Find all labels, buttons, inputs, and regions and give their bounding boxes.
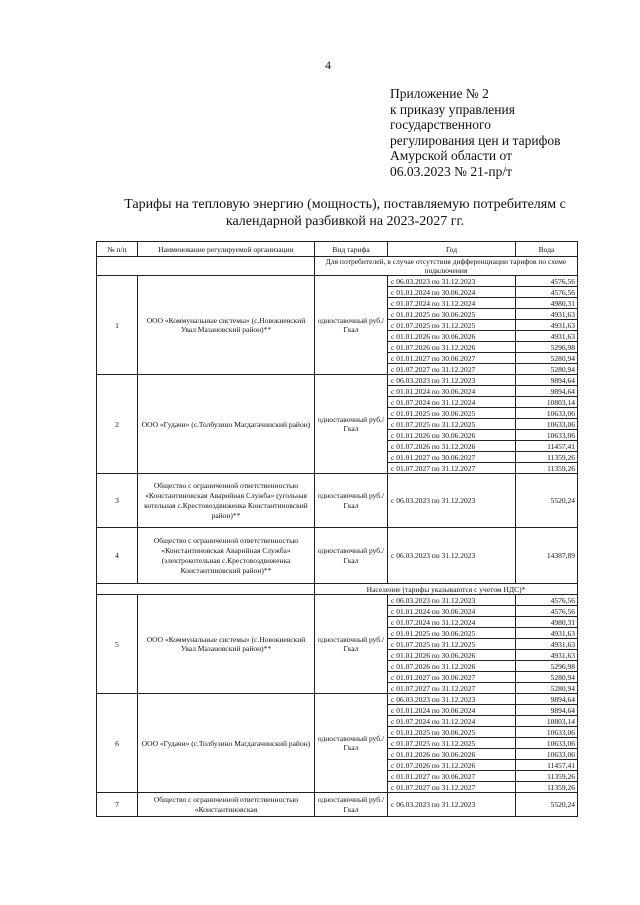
tariff-period: с 01.01.2025 по 30.06.2025	[388, 628, 516, 639]
document-title-line: Тарифы на тепловую энергию (мощность), поставляемую потребителям с	[124, 197, 566, 212]
header-num: № п/п	[97, 242, 138, 257]
tariff-value: 5520,24	[516, 793, 578, 817]
tariff-period: с 01.07.2026 по 31.12.2026	[388, 342, 516, 353]
row-number: 5	[97, 595, 138, 694]
tariff-period: с 01.01.2027 по 30.06.2027	[388, 452, 516, 463]
tariff-period: с 01.07.2024 по 31.12.2024	[388, 397, 516, 408]
tariff-type: одноставочный руб./Гкал	[315, 694, 388, 793]
tariff-period: с 01.07.2027 по 31.12.2027	[388, 683, 516, 694]
tariff-period: с 06.03.2023 по 31.12.2023	[388, 528, 516, 584]
tariff-period: с 01.07.2026 по 31.12.2026	[388, 760, 516, 771]
tariff-type: одноставочный руб./Гкал	[315, 276, 388, 375]
tariff-period: с 01.01.2026 по 30.06.2026	[388, 430, 516, 441]
tariff-value: 10633,06	[516, 430, 578, 441]
tariff-period: с 01.07.2027 по 31.12.2027	[388, 463, 516, 474]
tariff-period: с 01.07.2025 по 31.12.2025	[388, 738, 516, 749]
tariff-period: с 01.07.2025 по 31.12.2025	[388, 419, 516, 430]
tariff-value: 10633,06	[516, 419, 578, 430]
tariff-value: 4980,31	[516, 617, 578, 628]
tariff-type: одноставочный руб./Гкал	[315, 793, 388, 817]
tariff-value: 4931,63	[516, 650, 578, 661]
tariff-value: 11457,41	[516, 441, 578, 452]
tariff-value: 9894,64	[516, 694, 578, 705]
page-number: 4	[325, 58, 331, 72]
document-title-line: календарной разбивкой на 2023-2027 гг.	[225, 214, 465, 229]
section-title: Население (тарифы указываются с учетом НДС)*	[315, 584, 578, 595]
tariff-period: с 01.07.2026 по 31.12.2026	[388, 661, 516, 672]
tariff-value: 10633,06	[516, 738, 578, 749]
table-row	[97, 375, 578, 386]
row-number: 1	[97, 276, 138, 375]
tariff-value: 4931,63	[516, 628, 578, 639]
tariff-period: с 01.01.2026 по 30.06.2026	[388, 650, 516, 661]
tariff-period: с 01.01.2027 по 30.06.2027	[388, 771, 516, 782]
document-title	[95, 196, 595, 230]
tariff-value: 9894,64	[516, 375, 578, 386]
tariff-value: 9894,64	[516, 705, 578, 716]
header-type: Вид тарифа	[315, 242, 388, 257]
tariff-period: с 01.07.2027 по 31.12.2027	[388, 782, 516, 793]
tariff-period: с 06.03.2023 по 31.12.2023	[388, 694, 516, 705]
tariff-value: 11359,26	[516, 463, 578, 474]
tariff-period: с 01.01.2026 по 30.06.2026	[388, 749, 516, 760]
tariff-period: с 01.07.2024 по 31.12.2024	[388, 617, 516, 628]
tariff-period: с 01.01.2024 по 30.06.2024	[388, 386, 516, 397]
tariff-period: с 01.01.2025 по 30.06.2025	[388, 309, 516, 320]
tariff-type: одноставочный руб./Гкал	[315, 474, 388, 528]
tariff-value: 10803,14	[516, 716, 578, 727]
tariff-value: 5296,98	[516, 342, 578, 353]
tariff-value: 4576,56	[516, 595, 578, 606]
tariff-value: 4931,63	[516, 639, 578, 650]
header-org: Наименование регулируемой организации	[138, 242, 315, 257]
table-header-row	[97, 242, 578, 257]
appendix-line: государственного	[390, 117, 491, 132]
organization-name: ООО «Коммунальные системы» (с.Новокиевский Увал Мазановский район)**	[138, 595, 315, 694]
tariff-value: 5296,98	[516, 661, 578, 672]
row-number: 6	[97, 694, 138, 793]
tariff-period: с 01.07.2026 по 31.12.2026	[388, 441, 516, 452]
tariff-period: с 06.03.2023 по 31.12.2023	[388, 276, 516, 287]
tariff-value: 10633,06	[516, 727, 578, 738]
tariff-value: 4931,63	[516, 320, 578, 331]
table-row	[97, 528, 578, 584]
tariff-period: с 06.03.2023 по 31.12.2023	[388, 474, 516, 528]
table-row	[97, 694, 578, 705]
organization-name: ООО «Гудачи» (с.Толбузино Магдагачинский район)	[138, 375, 315, 474]
tariff-value: 10803,14	[516, 397, 578, 408]
header-year: Год	[388, 242, 516, 257]
tariff-value: 4931,63	[516, 331, 578, 342]
organization-name: Общество с ограниченной ответственностью «Константиновская	[138, 793, 315, 817]
appendix-line: Амурской области от	[390, 148, 512, 163]
tariff-value: 10633,06	[516, 749, 578, 760]
tariff-value: 5520,24	[516, 474, 578, 528]
tariff-value: 5280,94	[516, 683, 578, 694]
tariff-period: с 01.01.2025 по 30.06.2025	[388, 408, 516, 419]
tariff-period: с 01.07.2027 по 31.12.2027	[388, 364, 516, 375]
tariff-value: 4576,56	[516, 287, 578, 298]
appendix-line: к приказу управления	[390, 101, 515, 117]
header-water: Вода	[516, 242, 578, 257]
tariff-value: 11359,26	[516, 782, 578, 793]
tariff-period: с 01.01.2026 по 30.06.2026	[388, 331, 516, 342]
tariff-value: 11359,26	[516, 771, 578, 782]
tariff-period: с 01.07.2024 по 31.12.2024	[388, 298, 516, 309]
tariff-period: с 01.07.2025 по 31.12.2025	[388, 320, 516, 331]
section-title: Для потребителей, в случае отсутствия дифференциации тарифов по схеме подключения	[315, 257, 578, 276]
tariff-value: 5280,94	[516, 672, 578, 683]
tariff-period: с 06.03.2023 по 31.12.2023	[388, 375, 516, 386]
tariff-table	[96, 241, 578, 817]
table-body	[97, 257, 578, 817]
tariff-value: 9894,64	[516, 386, 578, 397]
table-row	[97, 474, 578, 528]
organization-name: ООО «Гудачи» (с.Толбузино Магдагачинский район)	[138, 694, 315, 793]
organization-name: Общество с ограниченной ответственностью «Константиновская Аварийная Служба» (угольная котельная с.Крестовоздвиженка Константиновский район)**	[138, 474, 315, 528]
table-row	[97, 595, 578, 606]
appendix-block	[390, 86, 635, 179]
tariff-period: с 01.01.2024 по 30.06.2024	[388, 606, 516, 617]
row-number: 7	[97, 793, 138, 817]
appendix-line: регулирования цен и тарифов	[390, 132, 561, 148]
tariff-value: 4980,31	[516, 298, 578, 309]
tariff-period: с 01.01.2027 по 30.06.2027	[388, 353, 516, 364]
tariff-value: 5280,94	[516, 353, 578, 364]
tariff-value: 5280,94	[516, 364, 578, 375]
row-number: 4	[97, 528, 138, 584]
tariff-value: 10633,06	[516, 408, 578, 419]
appendix-line: 06.03.2023 № 21-пр/т	[390, 163, 513, 179]
tariff-period: с 01.01.2024 по 30.06.2024	[388, 705, 516, 716]
tariff-period: с 01.07.2025 по 31.12.2025	[388, 639, 516, 650]
section-spacer	[97, 257, 315, 276]
tariff-value: 4576,56	[516, 606, 578, 617]
row-number: 2	[97, 375, 138, 474]
organization-name: Общество с ограниченной ответственностью «Константиновская Аварийная Служба» (электрокотельная с.Крестовоздвиженка Константиновский район)**	[138, 528, 315, 584]
table-row	[97, 276, 578, 287]
organization-name: ООО «Коммунальные системы» (с.Новокиевский Увал Мазановский район)**	[138, 276, 315, 375]
tariff-type: одноставочный руб./Гкал	[315, 595, 388, 694]
tariff-value: 4931,63	[516, 309, 578, 320]
section-row	[97, 584, 578, 595]
tariff-period: с 06.03.2023 по 31.12.2023	[388, 793, 516, 817]
tariff-period: с 01.01.2025 по 30.06.2025	[388, 727, 516, 738]
tariff-value: 11457,41	[516, 760, 578, 771]
tariff-value: 4576,56	[516, 276, 578, 287]
tariff-type: одноставочный руб./Гкал	[315, 375, 388, 474]
tariff-period: с 01.01.2027 по 30.06.2027	[388, 672, 516, 683]
tariff-value: 11359,26	[516, 452, 578, 463]
tariff-period: с 01.01.2024 по 30.06.2024	[388, 287, 516, 298]
tariff-period: с 06.03.2023 по 31.12.2023	[388, 595, 516, 606]
table-row	[97, 793, 578, 817]
section-spacer	[97, 584, 315, 595]
tariff-type: одноставочный руб./Гкал	[315, 528, 388, 584]
section-row	[97, 257, 578, 276]
tariff-value: 14387,89	[516, 528, 578, 584]
tariff-period: с 01.07.2024 по 31.12.2024	[388, 716, 516, 727]
row-number: 3	[97, 474, 138, 528]
appendix-line: Приложение № 2	[390, 86, 489, 101]
